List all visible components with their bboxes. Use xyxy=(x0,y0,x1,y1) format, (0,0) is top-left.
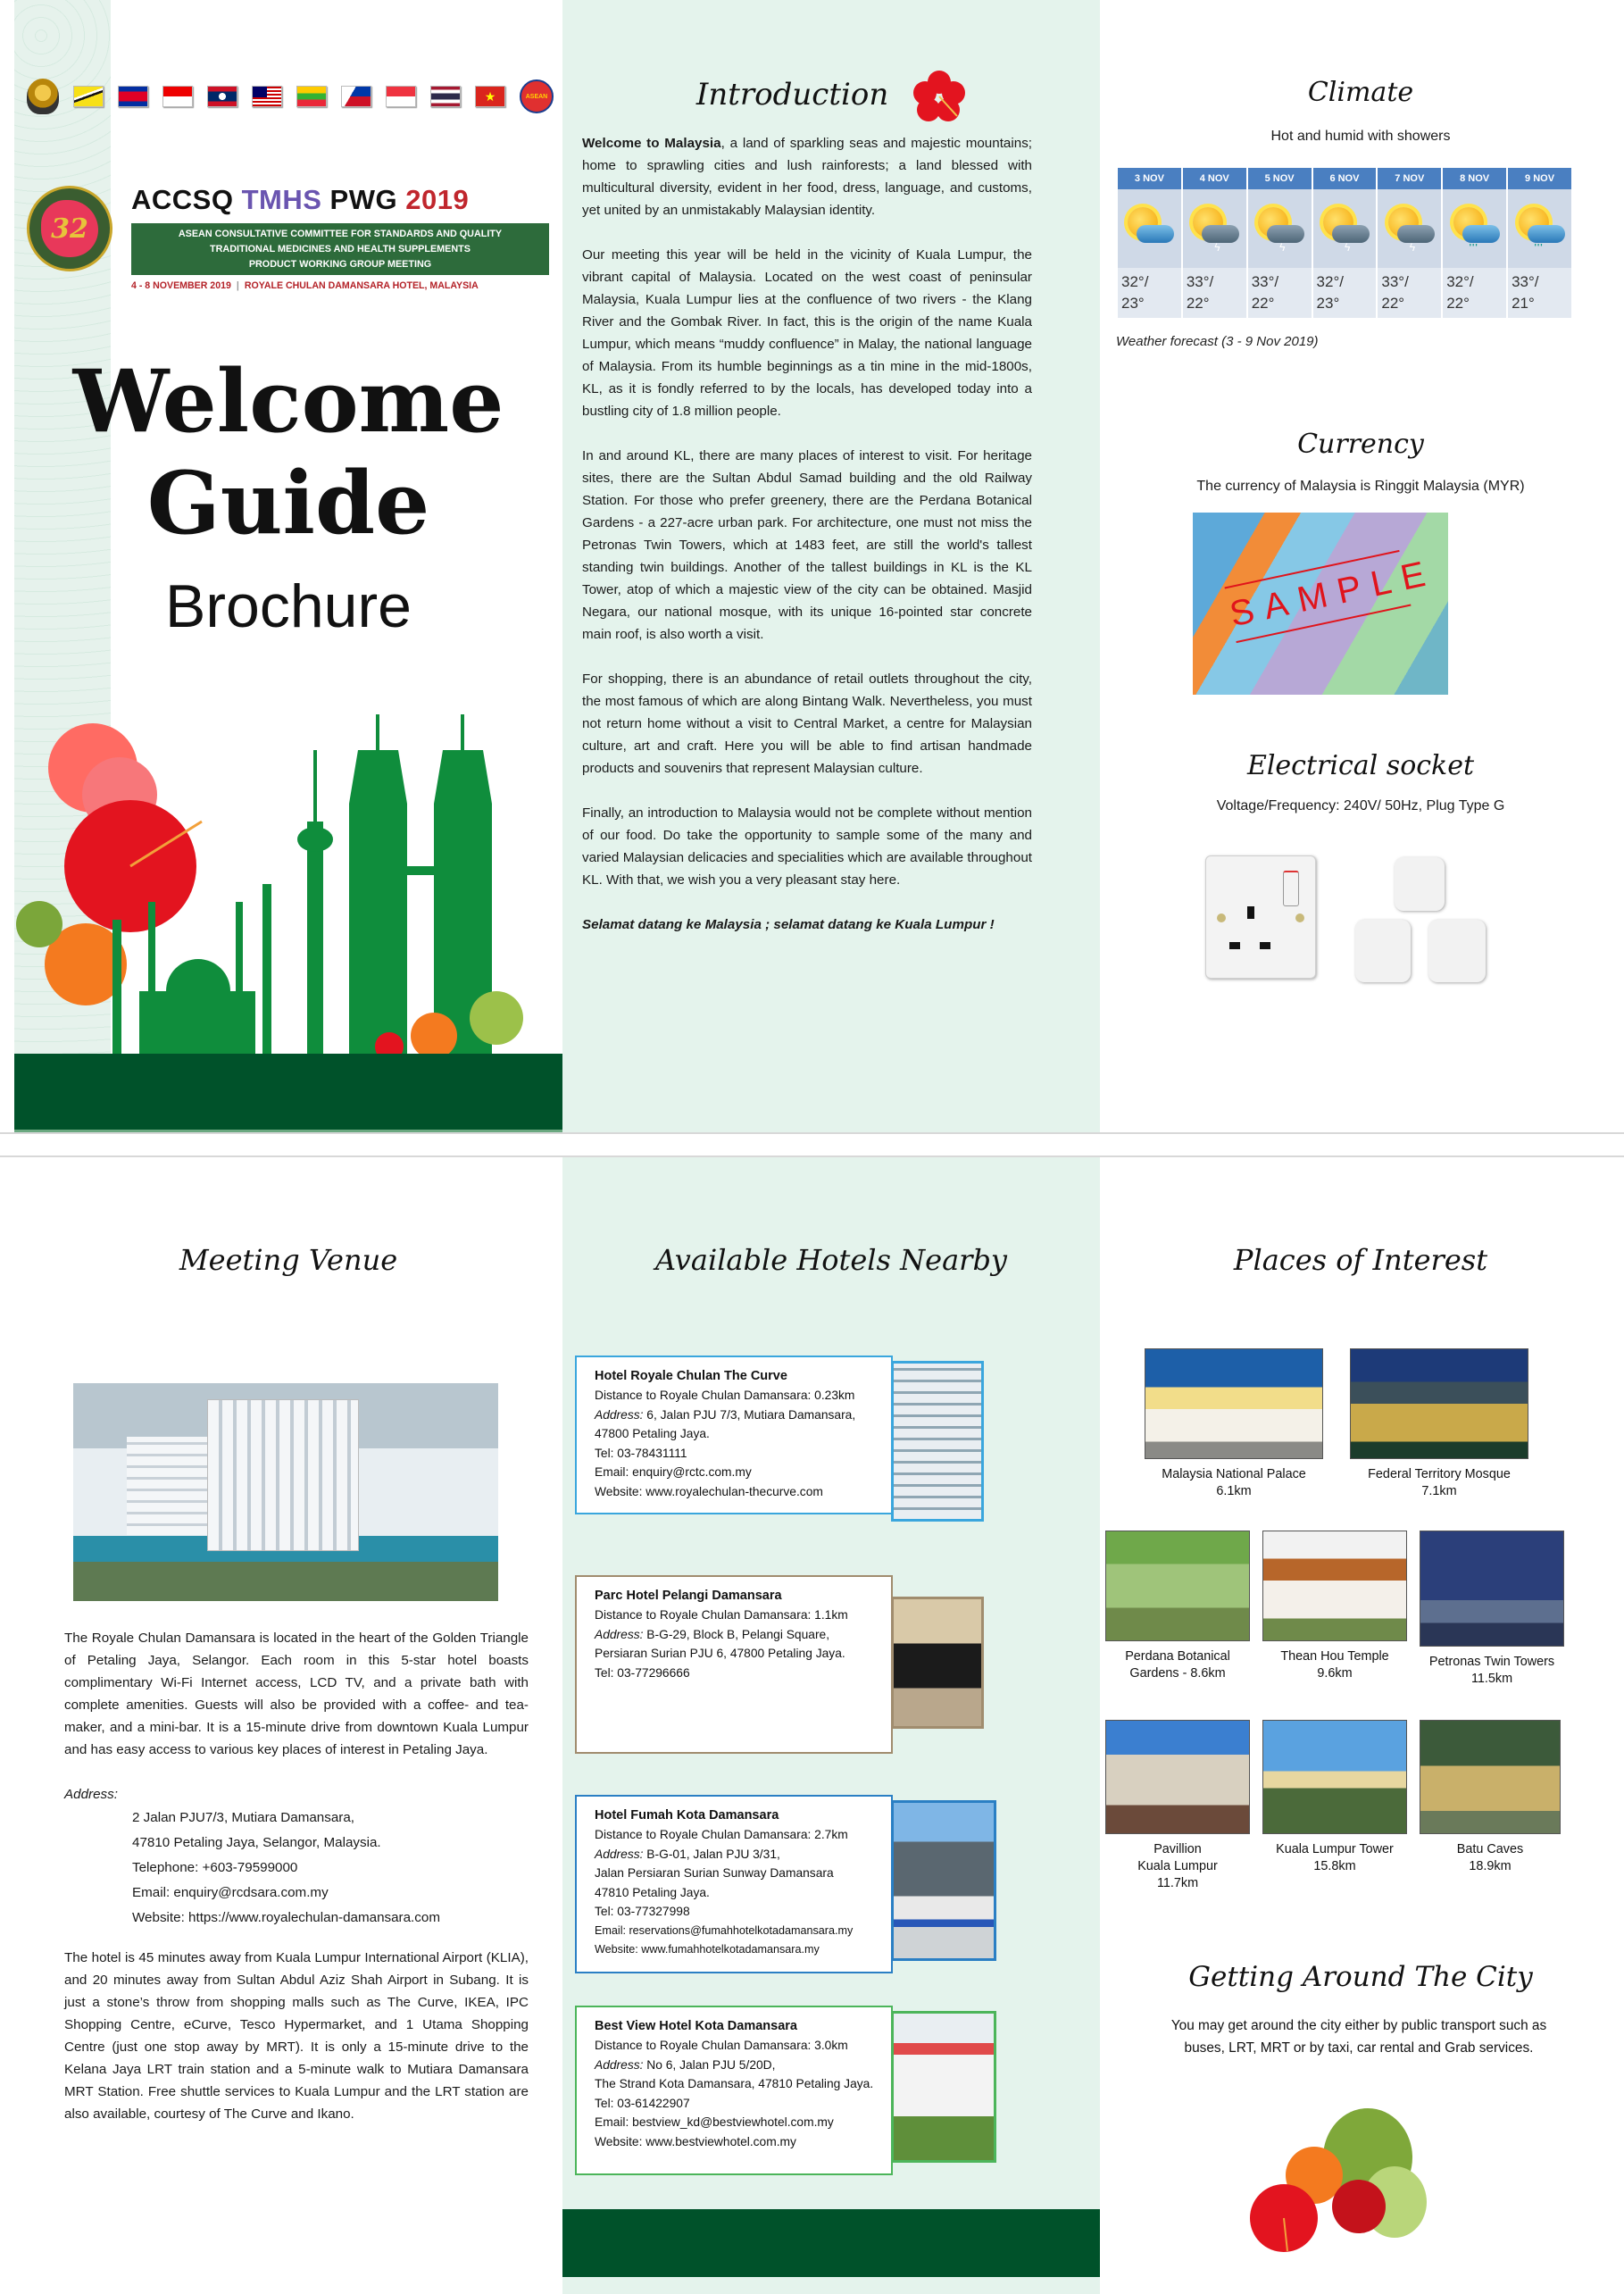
hotel-name: Hotel Royale Chulan The Curve xyxy=(595,1369,787,1383)
indonesia-flag-icon xyxy=(162,86,193,107)
place-distance: 18.9km xyxy=(1469,1859,1512,1873)
getting-around-text: You may get around the city either by public transport such as buses, LRT, MRT or by taxi, car rental and Grab services. xyxy=(1170,2018,1547,2056)
philippines-flag-icon xyxy=(341,86,371,107)
sun-cloud-icon xyxy=(1122,204,1176,254)
getting-around-title: Getting Around The City xyxy=(1188,1961,1533,1993)
meeting-venue-panel xyxy=(14,1157,562,2294)
sun-thunderstorm-icon: ϟ xyxy=(1253,204,1306,254)
hotel-address-line: 6, Jalan PJU 7/3, Mutiara Damansara, xyxy=(643,1407,856,1422)
place-of-interest xyxy=(1262,1720,1407,1875)
forecast-low: 23° xyxy=(1121,295,1145,312)
event-logo-number: 32 xyxy=(51,213,88,245)
place-of-interest xyxy=(1105,1531,1250,1682)
hotel-address-line: The Strand Kota Damansara, 47810 Petaling Jaya. xyxy=(595,2077,874,2090)
currency-subtitle: The currency of Malaysia is Ringgit Malaysia (MYR) xyxy=(1196,479,1525,494)
fold-line-top xyxy=(0,1132,1624,1134)
kl-skyline-illustration xyxy=(14,697,562,1054)
practical-info-panel xyxy=(1100,0,1621,1132)
introduction-panel xyxy=(562,0,1100,1132)
hotels-title: Available Hotels Nearby xyxy=(654,1243,1007,1277)
thailand-flag-icon xyxy=(430,86,461,107)
hotel-email[interactable]: Email: bestview_kd@bestviewhotel.com.my xyxy=(595,2115,834,2129)
hotel-name: Hotel Fumah Kota Damansara xyxy=(595,1808,779,1823)
climate-subtitle: Hot and humid with showers xyxy=(1270,129,1451,144)
cover-panel xyxy=(14,0,562,1132)
place-photo xyxy=(1420,1531,1564,1647)
event-title-accsq: ACCSQ xyxy=(131,184,234,215)
hibiscus-icon xyxy=(912,70,966,123)
forecast-temperature xyxy=(1378,268,1441,318)
electrical-subtitle: Voltage/Frequency: 240V/ 50Hz, Plug Type G xyxy=(1216,798,1505,813)
introduction-body xyxy=(582,132,1032,958)
intro-paragraph-4: For shopping, there is an abundance of retail outlets throughout the city, the most famous of which are along Bintang Walk. Nevertheless, you must not return home without a visit to Central Market, a centre for Malaysian culture, art and craft. Here you will be able to find artisan handmade products and souvenirs that represent Malaysian culture. xyxy=(582,672,1032,776)
hotel-photo xyxy=(891,1597,984,1729)
event-date-venue: 4 - 8 NOVEMBER 2019 | ROYALE CHULAN DAMANSARA HOTEL, MALAYSIA xyxy=(131,280,479,291)
brunei-flag-icon xyxy=(73,86,104,107)
hotel-photo xyxy=(891,1361,984,1522)
introduction-title: Introduction xyxy=(695,77,889,113)
hotel-info-box xyxy=(575,1575,893,1754)
hotel-info-box xyxy=(575,1356,893,1514)
cambodia-flag-icon xyxy=(118,86,148,107)
place-distance: 6.1km xyxy=(1216,1484,1252,1498)
sun-thunderstorm-icon: ϟ xyxy=(1318,204,1371,254)
intro-closing: Selamat datang ke Malaysia ; selamat datang ke Kuala Lumpur ! xyxy=(582,917,995,932)
venue-address-line: 2 Jalan PJU7/3, Mutiara Damansara, xyxy=(132,1810,355,1825)
hotel-distance: Distance to Royale Chulan Damansara: 3.0km xyxy=(595,2039,848,2052)
weather-forecast-table xyxy=(1116,168,1573,318)
event-dates: 4 - 8 NOVEMBER 2019 xyxy=(131,280,231,291)
intro-paragraph-3: In and around KL, there are many places of interest to visit. For heritage sites, there are the Sultan Abdul Samad building and the old Railway Station. For those who prefer greenery, there are the Perdana Botanical Gardens - a 227-acre urban park. For architecture, one must not miss the Petronas Twin Towers, which at 1483 feet, are still the world's tallest standing twin buildings. Another of the tallest buildings in KL is the KL Tower, atop of which a majestic view of the city can be obtained. Masjid Negara, our national mosque, with its unique 16-pointed star concrete main roof, is also worth a visit. xyxy=(582,448,1032,642)
sun-rain-icon: ''' xyxy=(1513,204,1567,254)
place-of-interest xyxy=(1145,1348,1323,1500)
travel-adapter-plugs-icon xyxy=(1350,830,1502,991)
place-distance: Gardens - 8.6km xyxy=(1129,1666,1226,1681)
place-of-interest xyxy=(1420,1720,1561,1875)
venue-paragraph-1: The Royale Chulan Damansara is located in the heart of the Golden Triangle of Petaling Jaya, Selangor. Each room in this 5-star hotel boasts complimentary Wi-Fi Internet access, LCD TV, and a private bath with complete amenities. Guests will also be provided with a coffee- and tea- maker, and a mini-bar. It is a 15-minute drive from downtown Kuala Lumpur and has easy access to various key places of interest in Petaling Jaya. xyxy=(64,1631,529,1757)
socket-switch xyxy=(1283,871,1299,906)
forecast-high: 32°/ xyxy=(1121,273,1149,290)
venue-address-label: Address: xyxy=(64,1787,118,1802)
place-distance: 11.5km xyxy=(1470,1672,1513,1686)
place-photo xyxy=(1262,1531,1407,1641)
place-name: Kuala Lumpur xyxy=(1137,1859,1218,1873)
place-distance: 9.6km xyxy=(1317,1666,1353,1681)
hotel-address xyxy=(595,1406,891,1425)
place-of-interest xyxy=(1262,1531,1407,1682)
forecast-day: 9 NOV xyxy=(1508,168,1571,189)
event-full-name-banner xyxy=(131,223,549,275)
venue-address-line: 47810 Petaling Jaya, Selangor, Malaysia. xyxy=(132,1835,381,1850)
malaysia-coat-of-arms-icon xyxy=(27,79,59,114)
place-name: Perdana Botanical xyxy=(1125,1649,1230,1664)
venue-website[interactable]: Website: https://www.royalechulan-damansara.com xyxy=(132,1910,440,1925)
place-name: Thean Hou Temple xyxy=(1280,1649,1389,1664)
event-banner-line: ASEAN CONSULTATIVE COMMITTEE FOR STANDARDS AND QUALITY xyxy=(178,229,503,239)
forecast-low: 22° xyxy=(1446,295,1470,312)
forecast-day: 3 NOV xyxy=(1118,168,1181,189)
hotel-email[interactable]: Email: reservations@fumahhotelkotadamansara.my xyxy=(595,1923,854,1937)
address-label: Address: xyxy=(595,1407,644,1422)
venue-paragraph-2: The hotel is 45 minutes away from Kuala Lumpur International Airport (KLIA), and 20 minutes away from Sultan Abdul Aziz Shah Airport in Subang. It is just a stone’s throw from shopping malls such as The Curve, IKEA, IPC Shopping Centre, eCurve, Tesco Hypermarket, and 1 Utama Shopping Centre (just one stop away by MRT). It is only a 15-minute drive to the Kelana Jaya LRT train station and a 5-minute walk to Mutiara Damansara MRT Station. Free shuttle services to Kuala Lumpur and the LRT station are also available, courtesy of The Curve and Ikano. xyxy=(64,1950,529,2122)
venue-address xyxy=(64,1806,529,1931)
place-photo xyxy=(1350,1348,1528,1459)
forecast-temperature xyxy=(1248,268,1312,318)
hotel-address-line: 47810 Petaling Jaya. xyxy=(595,1885,710,1899)
type-g-socket-icon xyxy=(1205,855,1316,979)
hotel-telephone: Tel: 03-77327998 xyxy=(595,1905,690,1918)
myanmar-flag-icon xyxy=(296,86,327,107)
forecast-day: 5 NOV xyxy=(1248,168,1312,189)
hotel-address xyxy=(595,1625,891,1645)
place-name: Batu Caves xyxy=(1456,1842,1524,1856)
place-name: Petronas Twin Towers xyxy=(1428,1655,1555,1669)
hotel-distance: Distance to Royale Chulan Damansara: 1.1km xyxy=(595,1608,848,1622)
forecast-day: 8 NOV xyxy=(1443,168,1506,189)
forecast-icon-cell xyxy=(1508,189,1571,268)
venue-description xyxy=(64,1627,529,2125)
sun-rain-icon: ''' xyxy=(1448,204,1502,254)
cover-title-brochure: Brochure xyxy=(165,572,412,640)
climate-title: Climate xyxy=(1307,77,1414,108)
hotel-telephone: Tel: 03-77296666 xyxy=(595,1665,690,1680)
hotel-name: Parc Hotel Pelangi Damansara xyxy=(595,1589,782,1603)
place-name: Kuala Lumpur Tower xyxy=(1276,1842,1394,1856)
asean-logo-icon xyxy=(520,79,554,113)
forecast-temperature xyxy=(1183,268,1246,318)
place-distance: 15.8km xyxy=(1313,1859,1356,1873)
singapore-flag-icon xyxy=(386,86,416,107)
hotel-address xyxy=(595,2056,891,2075)
ringgit-banknotes-image xyxy=(1193,513,1448,695)
asean-logo-text: ASEAN xyxy=(525,93,548,100)
hotel-distance: Distance to Royale Chulan Damansara: 2.7km xyxy=(595,1828,848,1841)
hotel-address-line: No 6, Jalan PJU 5/20D, xyxy=(643,2057,776,2072)
address-label: Address: xyxy=(595,2057,644,2072)
intro-paragraph-5: Finally, an introduction to Malaysia would not be complete without mention of our food. Do take the opportunity to sample some of the many and varied Malaysian delicacies and specialities which are available throughout KL. With that, we wish you a very pleasant stay here. xyxy=(582,805,1032,888)
sun-thunderstorm-icon: ϟ xyxy=(1187,204,1241,254)
hotel-info-box xyxy=(575,1795,893,1973)
forecast-icon-cell xyxy=(1118,189,1181,268)
brochure-outside xyxy=(14,0,1621,1132)
forecast-high: 33°/ xyxy=(1186,273,1214,290)
forecast-temperature xyxy=(1508,268,1571,318)
place-name: Federal Territory Mosque xyxy=(1368,1467,1511,1481)
place-distance: 7.1km xyxy=(1421,1484,1457,1498)
forecast-day: 6 NOV xyxy=(1313,168,1377,189)
hotel-info-box xyxy=(575,2006,893,2175)
vietnam-flag-icon: ★ xyxy=(475,86,505,107)
forecast-day: 7 NOV xyxy=(1378,168,1441,189)
cover-title-welcome: Welcome xyxy=(72,351,504,452)
intro-paragraph-1 xyxy=(582,132,1032,221)
hotel-website[interactable]: Website: www.royalechulan-thecurve.com xyxy=(595,1484,823,1498)
malaysia-flag-icon xyxy=(252,86,282,107)
weather-caption: Weather forecast (3 - 9 Nov 2019) xyxy=(1116,334,1319,349)
hotel-distance: Distance to Royale Chulan Damansara: 0.23km xyxy=(595,1389,855,1402)
kl-tower-icon xyxy=(297,750,333,1054)
introduction-heading xyxy=(562,70,1100,123)
electrical-title: Electrical socket xyxy=(1246,750,1475,781)
hotel-telephone: Tel: 03-78431111 xyxy=(595,1446,687,1460)
place-of-interest xyxy=(1350,1348,1528,1500)
hotel-photo xyxy=(891,2011,996,2163)
place-photo xyxy=(1145,1348,1323,1459)
forecast-day: 4 NOV xyxy=(1183,168,1246,189)
event-logo-hibiscus xyxy=(41,200,98,257)
forecast-temperature xyxy=(1118,268,1181,318)
hotel-website[interactable]: Website: www.fumahhotelkotadamansara.my xyxy=(595,1943,820,1956)
hotel-address xyxy=(595,1845,891,1864)
hotel-photo xyxy=(891,1800,996,1961)
place-name: Malaysia National Palace xyxy=(1162,1467,1306,1481)
currency-title: Currency xyxy=(1297,429,1424,460)
forecast-icon-cell xyxy=(1313,189,1377,268)
hotel-name: Best View Hotel Kota Damansara xyxy=(595,2019,797,2033)
address-label: Address: xyxy=(595,1627,644,1641)
forecast-temperature xyxy=(1443,268,1506,318)
hibiscus-bouquet-icon xyxy=(1234,2104,1430,2256)
place-photo xyxy=(1420,1720,1561,1834)
event-venue: ROYALE CHULAN DAMANSARA HOTEL, MALAYSIA xyxy=(244,280,479,291)
place-of-interest xyxy=(1105,1720,1250,1892)
petronas-towers-icon xyxy=(349,714,492,1054)
address-label: Address: xyxy=(595,1847,644,1861)
hotels-footer-bar xyxy=(562,2209,1100,2277)
event-title-pwg: PWG xyxy=(329,184,398,215)
forecast-high: 32°/ xyxy=(1446,273,1474,290)
intro-paragraph-2: Our meeting this year will be held in the vicinity of Kuala Lumpur, the vibrant capital of Malaysia. Located on the west coast of peninsular Malaysia, Kuala Lumpur lies at the confluence of two rivers - the Klang River and the Gombak River. In fact, this is the origin of the name Kuala Lumpur, which means “muddy confluence” in Malay, the national language of Malaysia. From its humble beginnings as a tin mine in the mid-1800s, KL, as it is fondly referred to by the locals, has developed today into a bustling city of 1.8 million people. xyxy=(582,247,1032,419)
intro-lead: Welcome to Malaysia xyxy=(582,136,721,151)
event-title-year: 2019 xyxy=(405,184,470,215)
forecast-icon-cell xyxy=(1248,189,1312,268)
forecast-high: 33°/ xyxy=(1381,273,1409,290)
forecast-low: 21° xyxy=(1512,295,1535,312)
venue-email[interactable]: Email: enquiry@rcdsara.com.my xyxy=(132,1885,329,1900)
hotel-email[interactable]: Email: enquiry@rctc.com.my xyxy=(595,1465,752,1479)
meeting-venue-title: Meeting Venue xyxy=(179,1243,398,1277)
forecast-low: 22° xyxy=(1381,295,1405,312)
place-distance: 11.7km xyxy=(1156,1876,1199,1890)
intro-p1-text: , a land of sparkling seas and majestic mountains; home to sprawling cities and lush rainforests; a land blessed with multicultural diversity, evident in her food, dress, language, and customs, yet united by an unmistakably Malaysian identity. xyxy=(582,136,1033,218)
place-name: Pavillion xyxy=(1153,1842,1202,1856)
forecast-low: 23° xyxy=(1316,295,1340,312)
place-photo xyxy=(1105,1531,1250,1641)
hotel-address-line: B-G-29, Block B, Pelangi Square, xyxy=(643,1627,830,1641)
event-banner-line: PRODUCT WORKING GROUP MEETING xyxy=(248,259,432,270)
place-photo xyxy=(1105,1720,1250,1834)
sun-thunderstorm-icon: ϟ xyxy=(1383,204,1437,254)
event-title-tmhs: TMHS xyxy=(241,184,322,215)
hotels-panel xyxy=(562,1157,1100,2294)
place-of-interest xyxy=(1420,1531,1564,1688)
forecast-high: 33°/ xyxy=(1512,273,1539,290)
cover-footer-bar xyxy=(14,1054,562,1132)
event-logo xyxy=(27,186,112,271)
royale-chulan-hotel-photo xyxy=(73,1383,498,1601)
forecast-high: 32°/ xyxy=(1316,273,1344,290)
sample-watermark: SAMPLE xyxy=(1225,550,1412,643)
forecast-icon-cell xyxy=(1183,189,1246,268)
hotel-telephone: Tel: 03-61422907 xyxy=(595,2096,690,2110)
forecast-high: 33°/ xyxy=(1251,273,1279,290)
forecast-low: 22° xyxy=(1251,295,1275,312)
forecast-icon-cell xyxy=(1443,189,1506,268)
hotel-address-line: B-G-01, Jalan PJU 3/31, xyxy=(643,1847,780,1861)
venue-telephone: Telephone: +603-79599000 xyxy=(132,1860,298,1875)
hibiscus-flowers-icon xyxy=(16,723,202,1005)
forecast-icon-cell xyxy=(1378,189,1441,268)
laos-flag-icon xyxy=(207,86,237,107)
event-banner-line: TRADITIONAL MEDICINES AND HEALTH SUPPLEMENTS xyxy=(210,244,471,254)
places-panel xyxy=(1100,1157,1621,2294)
hotel-address-line: Jalan Persiaran Surian Sunway Damansara xyxy=(595,1866,834,1880)
hotel-website[interactable]: Website: www.bestviewhotel.com.my xyxy=(595,2134,796,2148)
hotel-address-line: 47800 Petaling Jaya. xyxy=(595,1427,710,1440)
place-photo xyxy=(1262,1720,1407,1834)
forecast-temperature xyxy=(1313,268,1377,318)
hotel-address-line: Persiaran Surian PJU 6, 47800 Petaling Jaya. xyxy=(595,1647,845,1660)
forecast-low: 22° xyxy=(1186,295,1210,312)
event-title xyxy=(131,184,469,216)
cover-title-guide: Guide xyxy=(146,453,430,554)
brochure-inside xyxy=(14,1157,1621,2294)
asean-flags-row xyxy=(27,79,554,114)
places-title: Places of Interest xyxy=(1233,1243,1488,1277)
